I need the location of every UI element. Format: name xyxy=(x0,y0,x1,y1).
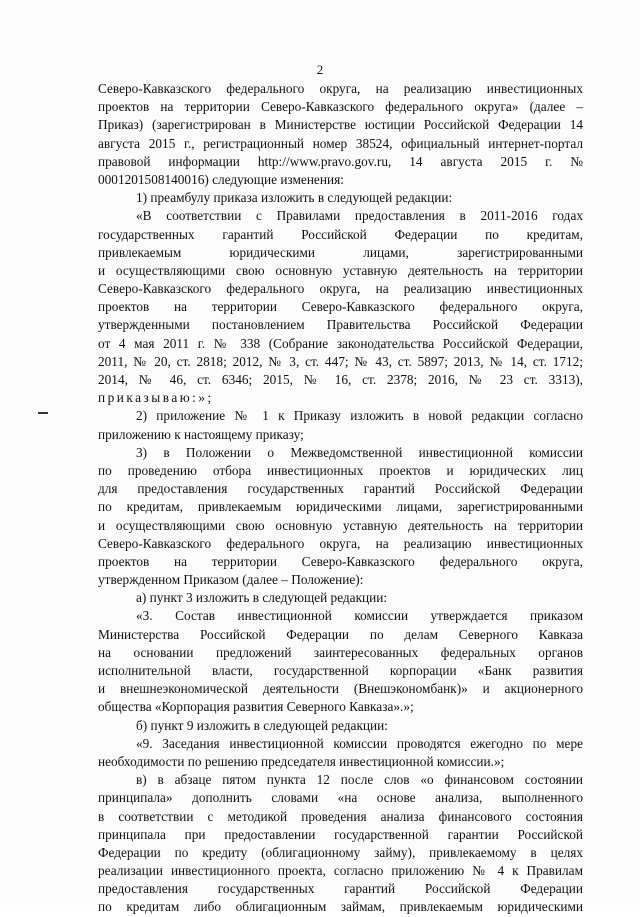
text-line: реализации инвестиционного проекта, согласно приложению № 4 к Правилам xyxy=(98,863,583,879)
text-line: необходимости по решению председателя инвестиционной комиссии.»; xyxy=(98,753,505,769)
text-line: 2) приложение № 1 к Приказу изложить в новой редакции согласно xyxy=(136,408,583,424)
text-line: по кредитам, привлекаемым юридическими лицами, зарегистрированными xyxy=(98,499,583,515)
document-body xyxy=(98,80,583,917)
text-line: а) пункт 3 изложить в следующей редакции: xyxy=(136,590,388,606)
text-line: и осуществляющими свою основную уставную деятельность на территории xyxy=(98,262,583,278)
text-line: августа 2015 г., регистрационный номер 38524, официальный интернет-портал xyxy=(98,135,583,151)
text-line: общества «Корпорация развития Северного Кавказа».»; xyxy=(98,699,414,715)
text-line: государственных гарантий Российской Федерации по кредитам, xyxy=(98,226,583,242)
text-line: 2014, № 46, ст. 6346; 2015, № 16, ст. 2378; 2016, № 23 ст. 3313), xyxy=(98,372,583,387)
text-line: Министерства Российской Федерации по делам Северного Кавказа xyxy=(98,626,583,642)
text-line: проектов на территории Северо-Кавказского федерального округа, xyxy=(98,299,583,315)
text-line: приложению к настоящему приказу; xyxy=(98,426,304,442)
text-line: утвержденными постановлением Правительства Российской Федерации xyxy=(98,317,583,333)
text-line: «9. Заседания инвестиционной комиссии проводятся ежегодно по мере xyxy=(136,735,583,751)
text-line: б) пункт 9 изложить в следующей редакции: xyxy=(136,717,388,733)
text-line: проектов на территории Северо-Кавказского федерального округа, xyxy=(98,553,583,569)
text-line: правовой информации http://www.pravo.gov.ru, 14 августа 2015 г. № xyxy=(98,153,583,169)
text-line: 0001201508140016) следующие изменения: xyxy=(98,171,344,187)
text-line: от 4 мая 2011 г. № 338 (Собрание законодательства Российской Федерации, xyxy=(98,335,583,351)
text-line: и осуществляющими свою основную уставную деятельность на территории xyxy=(98,517,583,533)
text-line: «3. Состав инвестиционной комиссии утверждается приказом xyxy=(136,608,583,624)
text-line: принципала при предоставлении государственной гарантии Российской xyxy=(98,826,583,842)
page-number: 2 xyxy=(316,62,324,77)
text-line: предоставления государственных гарантий Российской Федерации xyxy=(98,881,583,897)
text-line: и внешнеэкономической деятельности (Внешэкономбанк)» и акционерного xyxy=(98,681,583,697)
text-line: в соответствии с методикой проведения анализа финансового состояния xyxy=(98,808,583,824)
text-line: на основании предложений заинтересованных федеральных органов xyxy=(98,644,583,660)
text-line: привлекаемым юридическими лицами, зарегистрированными xyxy=(98,244,583,260)
text-line: Северо-Кавказского федерального округа, на реализацию инвестиционных xyxy=(98,281,583,297)
text-line: Северо-Кавказского федерального округа, на реализацию инвестиционных xyxy=(98,535,583,551)
text-line: приказываю:»; xyxy=(98,390,214,406)
text-line: Приказ) (зарегистрирован в Министерстве юстиции Российской Федерации 14 xyxy=(98,117,583,133)
text-line: в) в абзаце пятом пункта 12 после слов «о финансовом состоянии xyxy=(136,772,583,788)
text-line: по кредитам либо облигационным займам, привлекаемым юридическими xyxy=(98,899,583,915)
text-line: 3) в Положении о Межведомственной инвестиционной комиссии xyxy=(136,444,583,460)
text-line: 2011, № 20, ст. 2818; 2012, № 3, ст. 447; № 43, ст. 5897; 2013, № 14, ст. 1712; xyxy=(98,353,583,369)
text-line: принципала» дополнить словами «на основе анализа, выполненного xyxy=(98,790,583,806)
text-line: Федерации по кредиту (облигационному займу), привлекаемому в целях xyxy=(98,844,583,860)
text-line: для предоставления государственных гарантий Российской Федерации xyxy=(98,481,583,497)
text-line: Северо-Кавказского федерального округа, на реализацию инвестиционных xyxy=(98,81,583,96)
text-line: исполнительной власти, государственной корпорации «Банк развития xyxy=(98,663,583,678)
margin-mark xyxy=(38,412,48,414)
text-line: утвержденном Приказом (далее – Положение): xyxy=(98,572,364,588)
text-line: по проведению отбора инвестиционных проектов и юридических лиц xyxy=(98,462,583,478)
text-line: «В соответствии с Правилами предоставления в 2011-2016 годах xyxy=(136,208,583,224)
text-line: 1) преамбулу приказа изложить в следующей редакции: xyxy=(136,190,453,206)
text-line: проектов на территории Северо-Кавказского федерального округа» (далее – xyxy=(98,99,583,115)
